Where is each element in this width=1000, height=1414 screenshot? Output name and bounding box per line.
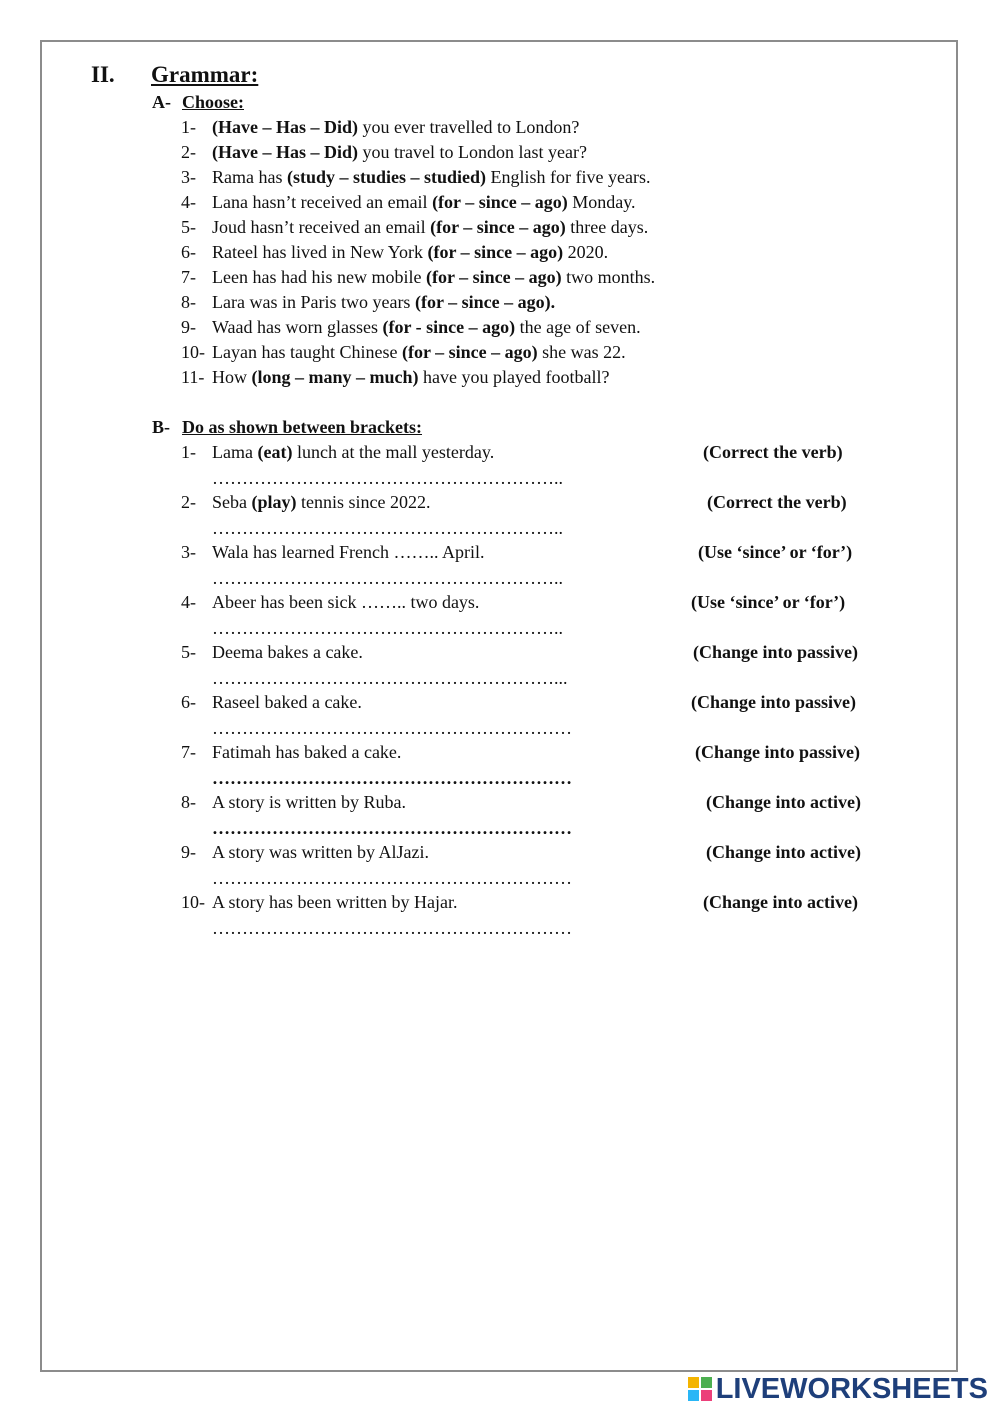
answer-blank[interactable]: ……………………………………………………	[212, 768, 572, 788]
task-instruction: (Change into passive)	[693, 642, 859, 662]
task-instruction: (Change into active)	[706, 792, 861, 812]
question-number: 8-	[181, 792, 196, 812]
answer-blank[interactable]: ……………………………………………………	[212, 718, 572, 738]
task-instruction: (Correct the verb)	[703, 442, 843, 462]
question-number: 1-	[181, 117, 196, 137]
question-number: 1-	[181, 442, 196, 462]
answer-options[interactable]: (for – since – ago)	[427, 242, 564, 262]
question-text: Lama	[212, 442, 258, 462]
question-text: Abeer has been sick …….. two days.	[212, 592, 480, 612]
answer-options[interactable]: (Have – Has – Did)	[212, 142, 358, 162]
question-number: 7-	[181, 267, 196, 287]
answer-blank[interactable]: ……………………………………………………	[212, 868, 572, 888]
choose-question-7	[181, 266, 655, 288]
verb-in-brackets: (eat)	[257, 442, 293, 462]
answer-blank[interactable]: ……………………………………………………	[212, 918, 572, 938]
answer-options[interactable]: (long – many – much)	[251, 367, 419, 387]
question-number: 4-	[181, 592, 196, 612]
task-question-8	[181, 791, 406, 813]
choose-question-8	[181, 291, 555, 313]
task-question-9	[181, 841, 429, 863]
task-question-3	[181, 541, 484, 563]
question-number: 11-	[181, 367, 205, 387]
question-number: 5-	[181, 217, 196, 237]
answer-blank[interactable]: …………………………………………………..	[212, 468, 563, 488]
question-number: 9-	[181, 317, 196, 337]
question-text-end: two months.	[561, 267, 656, 287]
question-number: 4-	[181, 192, 196, 212]
question-text-end: the age of seven.	[515, 317, 641, 337]
answer-blank[interactable]: …………………………………………………..	[212, 518, 563, 538]
verb-in-brackets: (play)	[251, 492, 297, 512]
answer-options[interactable]: (for – since – ago)	[401, 342, 538, 362]
question-text-end: you travel to London last year?	[358, 142, 587, 162]
question-text: Fatimah has baked a cake.	[212, 742, 402, 762]
part-b-label: Do as shown between brackets:	[182, 417, 422, 437]
choose-question-11	[181, 366, 609, 388]
task-question-1	[181, 441, 494, 463]
task-question-7	[181, 741, 401, 763]
answer-blank[interactable]: …………………………………………………..	[212, 618, 563, 638]
question-number: 6-	[181, 692, 196, 712]
question-text: How	[212, 367, 252, 387]
choose-question-2	[181, 141, 587, 163]
question-number: 2-	[181, 142, 196, 162]
task-instruction: (Change into passive)	[691, 692, 857, 712]
task-question-5	[181, 641, 363, 663]
task-question-10	[181, 891, 457, 913]
choose-question-6	[181, 241, 608, 263]
answer-blank[interactable]: …………………………………………………...	[212, 668, 568, 688]
question-text-end: she was 22.	[537, 342, 626, 362]
question-text: Rateel has lived in New York	[212, 242, 428, 262]
question-number: 7-	[181, 742, 196, 762]
question-text: Layan has taught Chinese	[212, 342, 402, 362]
answer-blank[interactable]: ……………………………………………………	[212, 818, 572, 838]
question-text-end: English for five years.	[486, 167, 651, 187]
choose-question-1	[181, 116, 579, 138]
task-question-6	[181, 691, 362, 713]
answer-options[interactable]: (study – studies – studied)	[286, 167, 487, 187]
question-number: 10-	[181, 892, 205, 912]
answer-options[interactable]: (for – since – ago)	[432, 192, 568, 212]
question-text: A story was written by AlJazi.	[212, 842, 429, 862]
section-number: II.	[91, 62, 115, 87]
question-number: 6-	[181, 242, 196, 262]
answer-options[interactable]: (Have – Has – Did)	[212, 117, 358, 137]
task-instruction: (Change into active)	[706, 842, 861, 862]
answer-options[interactable]: (for – since – ago)	[425, 267, 562, 287]
task-instruction: (Change into passive)	[695, 742, 861, 762]
task-question-2	[181, 491, 430, 513]
question-number: 3-	[181, 542, 196, 562]
answer-options[interactable]: (for - since – ago)	[382, 317, 516, 337]
brand-name: LIVEWORKSHEETS	[715, 1372, 988, 1405]
question-text-end: three days.	[565, 217, 649, 237]
question-text: Seba	[212, 492, 252, 512]
question-text: Raseel baked a cake.	[212, 692, 362, 712]
question-text-end: lunch at the mall yesterday.	[292, 442, 495, 462]
task-question-4	[181, 591, 479, 613]
choose-question-10	[181, 341, 626, 363]
task-instruction: (Use ‘since’ or ‘for’)	[691, 592, 846, 612]
question-text-end: tennis since 2022.	[296, 492, 431, 512]
task-instruction: (Change into active)	[703, 892, 858, 912]
question-text: Lana hasn’t received an email	[212, 192, 433, 212]
answer-options[interactable]: (for – since – ago).	[414, 292, 556, 312]
question-text: Waad has worn glasses	[212, 317, 383, 337]
answer-blank[interactable]: …………………………………………………..	[212, 568, 563, 588]
question-text: A story has been written by Hajar.	[212, 892, 458, 912]
question-number: 3-	[181, 167, 196, 187]
part-a-heading	[152, 92, 244, 113]
task-instruction: (Correct the verb)	[707, 492, 847, 512]
choose-question-9	[181, 316, 641, 338]
question-text-end: have you played football?	[418, 367, 610, 387]
question-text-end: 2020.	[563, 242, 609, 262]
part-a-label: Choose:	[182, 92, 244, 112]
part-b-letter: B-	[152, 417, 170, 437]
liveworksheets-brand	[688, 1372, 988, 1406]
question-text: Wala has learned French …….. April.	[212, 542, 485, 562]
question-number: 8-	[181, 292, 196, 312]
choose-question-4	[181, 191, 636, 213]
choose-question-3	[181, 166, 650, 188]
question-number: 5-	[181, 642, 196, 662]
question-number: 10-	[181, 342, 205, 362]
answer-options[interactable]: (for – since – ago)	[430, 217, 566, 237]
question-text: Deema bakes a cake.	[212, 642, 363, 662]
part-a-letter: A-	[152, 92, 171, 112]
question-text-end: Monday.	[567, 192, 636, 212]
question-number: 9-	[181, 842, 196, 862]
task-instruction: (Use ‘since’ or ‘for’)	[698, 542, 853, 562]
part-b-heading	[152, 417, 422, 438]
question-text-end: you ever travelled to London?	[358, 117, 580, 137]
question-text: A story is written by Ruba.	[212, 792, 406, 812]
question-text: Joud hasn’t received an email	[212, 217, 431, 237]
section-title: Grammar:	[151, 62, 259, 87]
choose-question-5	[181, 216, 648, 238]
question-text: Leen has had his new mobile	[212, 267, 426, 287]
question-number: 2-	[181, 492, 196, 512]
question-text: Lara was in Paris two years	[212, 292, 415, 312]
question-text: Rama has	[212, 167, 287, 187]
liveworksheets-logo-icon	[688, 1377, 712, 1401]
